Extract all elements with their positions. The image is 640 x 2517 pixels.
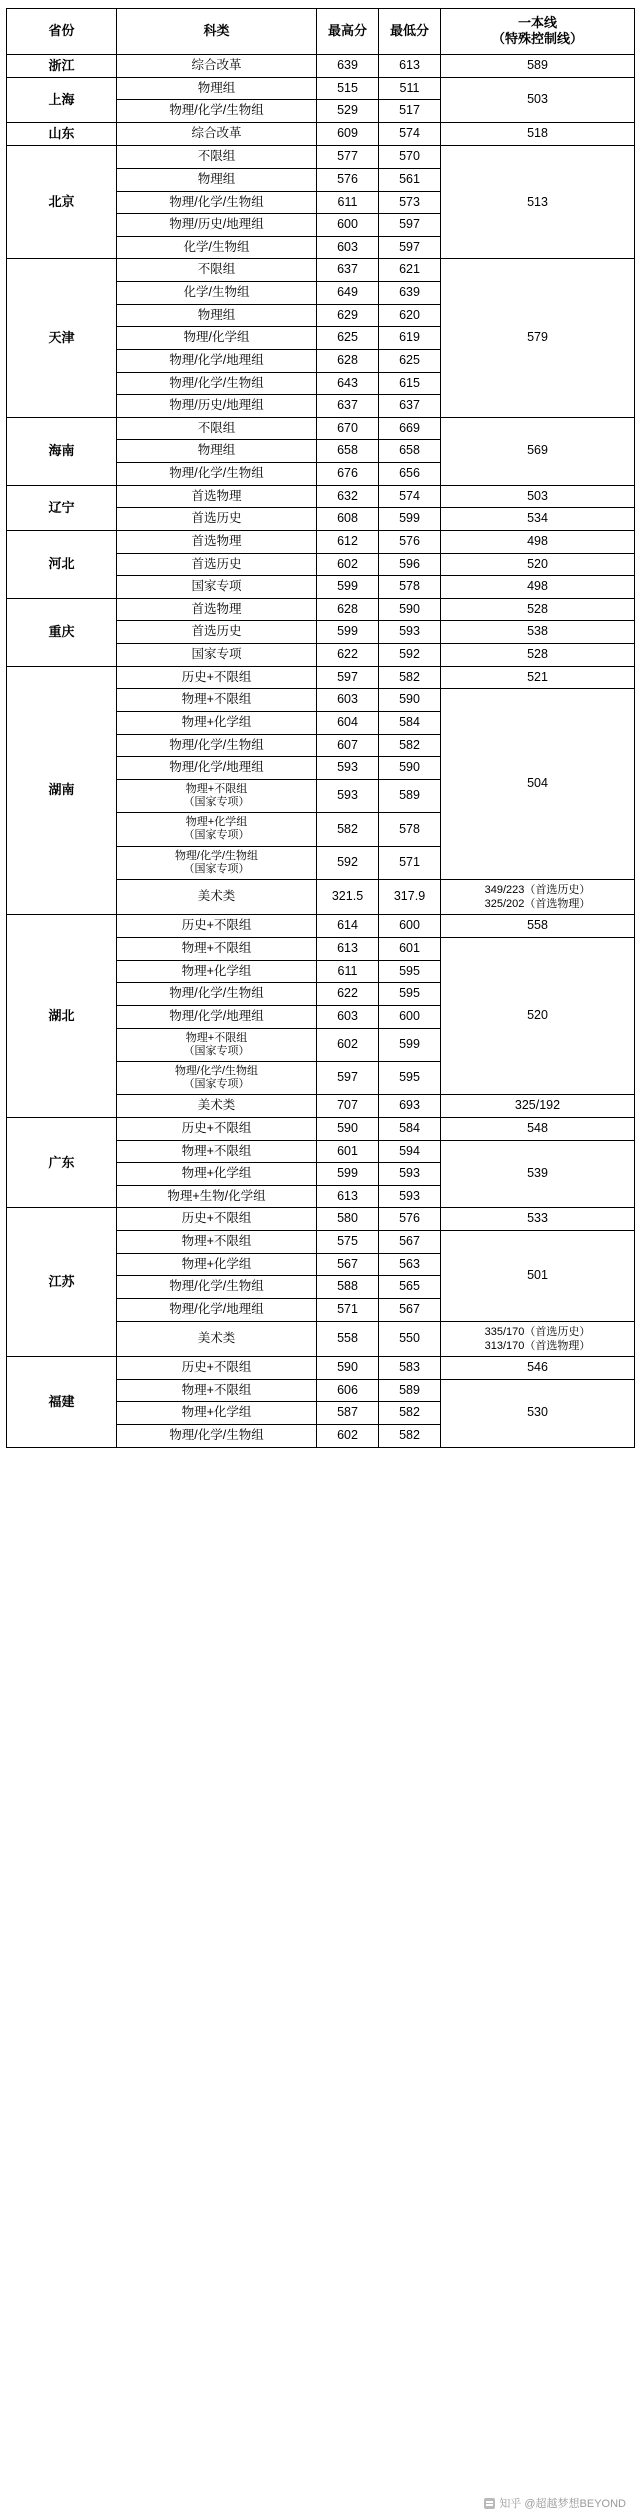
min-score-cell: 563 [379,1253,441,1276]
table-row [7,123,635,146]
min-score-cell: 574 [379,485,441,508]
table-row [7,598,635,621]
min-score-cell: 601 [379,938,441,961]
table-row [7,259,635,282]
min-score-cell: 595 [379,1061,441,1094]
category-cell: 物理+化学组 [117,960,317,983]
max-score-cell: 601 [317,1140,379,1163]
category-cell: 首选物理 [117,598,317,621]
min-score-cell: 599 [379,508,441,531]
province-cell: 湖北 [7,915,117,1118]
min-score-cell: 593 [379,621,441,644]
baseline-header-line2: （特殊控制线） [491,31,583,47]
category-cell: 物理/历史/地理组 [117,395,317,418]
min-score-cell: 658 [379,440,441,463]
max-score-cell: 587 [317,1402,379,1425]
table-row [7,530,635,553]
category-cell: 物理组 [117,304,317,327]
category-cell: 物理/化学/生物组 [117,372,317,395]
baseline-cell: 533 [441,1208,635,1231]
min-score-cell: 583 [379,1357,441,1380]
max-score-cell: 599 [317,1163,379,1186]
category-cell: 物理+化学组 [117,1402,317,1425]
min-score-cell: 656 [379,463,441,486]
max-score-cell: 529 [317,100,379,123]
table-body [7,54,635,1447]
category-cell: 国家专项 [117,644,317,667]
max-score-cell: 603 [317,689,379,712]
table-header-row [7,9,635,55]
table-row [7,146,635,169]
min-score-cell: 595 [379,960,441,983]
baseline-cell: 569 [441,417,635,485]
table-row [7,1357,635,1380]
min-score-cell: 600 [379,915,441,938]
max-score-cell: 629 [317,304,379,327]
baseline-cell: 528 [441,644,635,667]
min-score-cell: 621 [379,259,441,282]
baseline-cell [441,1321,635,1357]
category-cell: 物理组 [117,440,317,463]
category-sub: （国家专项） [183,862,250,875]
max-score-cell: 604 [317,711,379,734]
max-score-cell: 582 [317,813,379,846]
min-score-cell: 619 [379,327,441,350]
max-score-cell: 643 [317,372,379,395]
baseline-cell: 503 [441,77,635,122]
province-cell: 山东 [7,123,117,146]
max-score-cell: 606 [317,1379,379,1402]
max-score-cell: 571 [317,1298,379,1321]
max-score-cell: 622 [317,644,379,667]
category-cell: 物理+不限组 [117,1231,317,1254]
max-score-cell: 593 [317,757,379,780]
province-cell: 重庆 [7,598,117,666]
category-cell: 物理+不限组 [117,1140,317,1163]
max-score-cell: 637 [317,395,379,418]
max-score-cell: 609 [317,123,379,146]
max-score-cell: 649 [317,282,379,305]
watermark [484,2495,626,2511]
category-cell: 物理+不限组 [117,938,317,961]
max-score-cell: 602 [317,1028,379,1061]
baseline-cell [441,879,635,915]
min-score-cell: 589 [379,1379,441,1402]
max-score-cell: 592 [317,846,379,879]
max-score-cell: 602 [317,553,379,576]
min-score-cell: 584 [379,711,441,734]
min-score-cell: 600 [379,1005,441,1028]
category-cell: 物理/化学/生物组 [117,191,317,214]
category-cell: 不限组 [117,259,317,282]
province-cell: 浙江 [7,54,117,77]
category-cell: 综合改革 [117,54,317,77]
min-score-cell: 567 [379,1231,441,1254]
table-row [7,1208,635,1231]
max-score-cell: 628 [317,598,379,621]
category-main: 物理/化学/生物组 [174,849,259,862]
baseline-cell: 521 [441,666,635,689]
baseline-cell: 503 [441,485,635,508]
watermark-text: 知乎 @超越梦想BEYOND [499,2498,626,2510]
baseline-cell: 528 [441,598,635,621]
min-score-cell: 625 [379,349,441,372]
column-header-min-score: 最低分 [379,9,441,55]
max-score-cell: 597 [317,1061,379,1094]
category-cell: 首选物理 [117,485,317,508]
min-score-cell: 550 [379,1321,441,1357]
category-cell: 物理+不限组 [117,1379,317,1402]
category-cell: 历史+不限组 [117,1117,317,1140]
baseline-cell: 325/192 [441,1095,635,1118]
min-score-cell: 574 [379,123,441,146]
category-cell: 物理/化学/地理组 [117,1298,317,1321]
min-score-cell: 669 [379,417,441,440]
min-score-cell: 590 [379,757,441,780]
category-cell [117,779,317,812]
category-cell: 首选历史 [117,553,317,576]
max-score-cell: 639 [317,54,379,77]
column-header-category: 科类 [117,9,317,55]
category-cell: 物理+化学组 [117,1253,317,1276]
category-cell: 综合改革 [117,123,317,146]
category-main: 物理+化学组 [185,816,248,829]
min-score-cell: 582 [379,1425,441,1448]
category-cell: 物理/化学/生物组 [117,983,317,1006]
category-main: 物理+不限组 [185,1031,248,1044]
category-cell: 化学/生物组 [117,282,317,305]
category-cell: 国家专项 [117,576,317,599]
baseline-line: 313/170（首选物理） [484,1339,591,1352]
category-cell: 不限组 [117,146,317,169]
min-score-cell: 590 [379,598,441,621]
min-score-cell: 597 [379,214,441,237]
baseline-cell: 546 [441,1357,635,1380]
category-cell: 物理/化学/生物组 [117,734,317,757]
baseline-cell: 548 [441,1117,635,1140]
category-cell: 化学/生物组 [117,236,317,259]
min-score-cell: 317.9 [379,879,441,915]
baseline-cell: 558 [441,915,635,938]
min-score-cell: 693 [379,1095,441,1118]
category-cell: 物理/化学/生物组 [117,1276,317,1299]
category-main: 物理+不限组 [185,782,248,795]
table-row [7,666,635,689]
baseline-cell: 501 [441,1231,635,1322]
max-score-cell: 611 [317,191,379,214]
max-score-cell: 575 [317,1231,379,1254]
category-cell [117,813,317,846]
baseline-cell: 539 [441,1140,635,1208]
category-main: 物理/化学/生物组 [174,1064,259,1077]
max-score-cell: 600 [317,214,379,237]
max-score-cell: 707 [317,1095,379,1118]
province-cell: 江苏 [7,1208,117,1357]
baseline-header-line1: 一本线 [517,15,557,30]
category-cell: 物理/化学/生物组 [117,463,317,486]
category-cell: 物理组 [117,168,317,191]
table-row [7,485,635,508]
baseline-cell: 589 [441,54,635,77]
baseline-cell: 579 [441,259,635,417]
min-score-cell: 571 [379,846,441,879]
max-score-cell: 590 [317,1357,379,1380]
max-score-cell: 632 [317,485,379,508]
baseline-cell: 498 [441,530,635,553]
max-score-cell: 613 [317,938,379,961]
max-score-cell: 603 [317,1005,379,1028]
baseline-cell: 518 [441,123,635,146]
max-score-cell: 580 [317,1208,379,1231]
category-cell: 物理/化学/地理组 [117,349,317,372]
max-score-cell: 593 [317,779,379,812]
max-score-cell: 628 [317,349,379,372]
category-cell: 物理+生物/化学组 [117,1185,317,1208]
max-score-cell: 603 [317,236,379,259]
min-score-cell: 593 [379,1185,441,1208]
min-score-cell: 594 [379,1140,441,1163]
min-score-cell: 590 [379,689,441,712]
column-header-baseline [441,9,635,55]
max-score-cell: 622 [317,983,379,1006]
min-score-cell: 570 [379,146,441,169]
table-row [7,77,635,100]
province-cell: 湖南 [7,666,117,915]
baseline-cell: 498 [441,576,635,599]
category-cell: 首选历史 [117,621,317,644]
min-score-cell: 613 [379,54,441,77]
min-score-cell: 517 [379,100,441,123]
baseline-cell: 513 [441,146,635,259]
min-score-cell: 599 [379,1028,441,1061]
province-cell: 上海 [7,77,117,122]
min-score-cell: 595 [379,983,441,1006]
baseline-cell: 520 [441,553,635,576]
max-score-cell: 321.5 [317,879,379,915]
category-cell [117,846,317,879]
max-score-cell: 658 [317,440,379,463]
category-cell: 不限组 [117,417,317,440]
min-score-cell: 593 [379,1163,441,1186]
category-cell [117,1028,317,1061]
baseline-line: 349/223（首选历史） [484,883,591,896]
category-cell: 物理+化学组 [117,1163,317,1186]
max-score-cell: 670 [317,417,379,440]
category-cell [117,1061,317,1094]
baseline-cell: 504 [441,689,635,880]
min-score-cell: 576 [379,530,441,553]
max-score-cell: 612 [317,530,379,553]
category-cell: 物理组 [117,77,317,100]
table-row [7,417,635,440]
province-cell: 广东 [7,1117,117,1208]
category-cell: 物理/化学组 [117,327,317,350]
category-cell: 历史+不限组 [117,666,317,689]
category-cell: 历史+不限组 [117,1208,317,1231]
category-cell: 美术类 [117,1321,317,1357]
min-score-cell: 582 [379,666,441,689]
max-score-cell: 608 [317,508,379,531]
min-score-cell: 582 [379,1402,441,1425]
max-score-cell: 515 [317,77,379,100]
category-cell: 物理/化学/生物组 [117,1425,317,1448]
min-score-cell: 561 [379,168,441,191]
min-score-cell: 592 [379,644,441,667]
baseline-line: 325/202（首选物理） [484,898,591,911]
admission-score-table [6,8,635,1448]
column-header-max-score: 最高分 [317,9,379,55]
category-cell: 首选历史 [117,508,317,531]
category-cell: 物理+不限组 [117,689,317,712]
table-row [7,54,635,77]
min-score-cell: 578 [379,576,441,599]
min-score-cell: 582 [379,734,441,757]
max-score-cell: 576 [317,168,379,191]
category-cell: 物理/化学/地理组 [117,1005,317,1028]
min-score-cell: 576 [379,1208,441,1231]
category-sub: （国家专项） [183,795,250,808]
min-score-cell: 589 [379,779,441,812]
category-cell: 物理/化学/生物组 [117,100,317,123]
category-cell: 首选物理 [117,530,317,553]
category-sub: （国家专项） [183,1078,250,1091]
category-cell: 历史+不限组 [117,1357,317,1380]
min-score-cell: 596 [379,553,441,576]
category-cell: 物理/历史/地理组 [117,214,317,237]
max-score-cell: 607 [317,734,379,757]
max-score-cell: 599 [317,621,379,644]
province-cell: 海南 [7,417,117,485]
max-score-cell: 602 [317,1425,379,1448]
table-row [7,915,635,938]
max-score-cell: 567 [317,1253,379,1276]
baseline-cell: 538 [441,621,635,644]
max-score-cell: 590 [317,1117,379,1140]
min-score-cell: 637 [379,395,441,418]
column-header-province: 省份 [7,9,117,55]
baseline-cell: 520 [441,938,635,1095]
min-score-cell: 511 [379,77,441,100]
min-score-cell: 573 [379,191,441,214]
max-score-cell: 637 [317,259,379,282]
max-score-cell: 614 [317,915,379,938]
category-sub: （国家专项） [183,829,250,842]
category-cell: 美术类 [117,879,317,915]
min-score-cell: 567 [379,1298,441,1321]
table-row [7,1117,635,1140]
baseline-cell: 534 [441,508,635,531]
province-cell: 河北 [7,530,117,598]
min-score-cell: 639 [379,282,441,305]
category-cell: 物理/化学/地理组 [117,757,317,780]
province-cell: 辽宁 [7,485,117,530]
max-score-cell: 597 [317,666,379,689]
max-score-cell: 577 [317,146,379,169]
table-header [7,9,635,55]
baseline-line: 335/170（首选历史） [484,1325,591,1338]
category-cell: 美术类 [117,1095,317,1118]
max-score-cell: 676 [317,463,379,486]
category-cell: 历史+不限组 [117,915,317,938]
min-score-cell: 597 [379,236,441,259]
max-score-cell: 558 [317,1321,379,1357]
min-score-cell: 620 [379,304,441,327]
max-score-cell: 613 [317,1185,379,1208]
min-score-cell: 578 [379,813,441,846]
province-cell: 北京 [7,146,117,259]
baseline-cell: 530 [441,1379,635,1447]
category-cell: 物理+化学组 [117,711,317,734]
max-score-cell: 625 [317,327,379,350]
province-cell: 天津 [7,259,117,417]
min-score-cell: 584 [379,1117,441,1140]
zhihu-logo-icon [484,2498,495,2509]
max-score-cell: 588 [317,1276,379,1299]
category-sub: （国家专项） [183,1044,250,1057]
province-cell: 福建 [7,1357,117,1448]
min-score-cell: 615 [379,372,441,395]
max-score-cell: 599 [317,576,379,599]
max-score-cell: 611 [317,960,379,983]
min-score-cell: 565 [379,1276,441,1299]
